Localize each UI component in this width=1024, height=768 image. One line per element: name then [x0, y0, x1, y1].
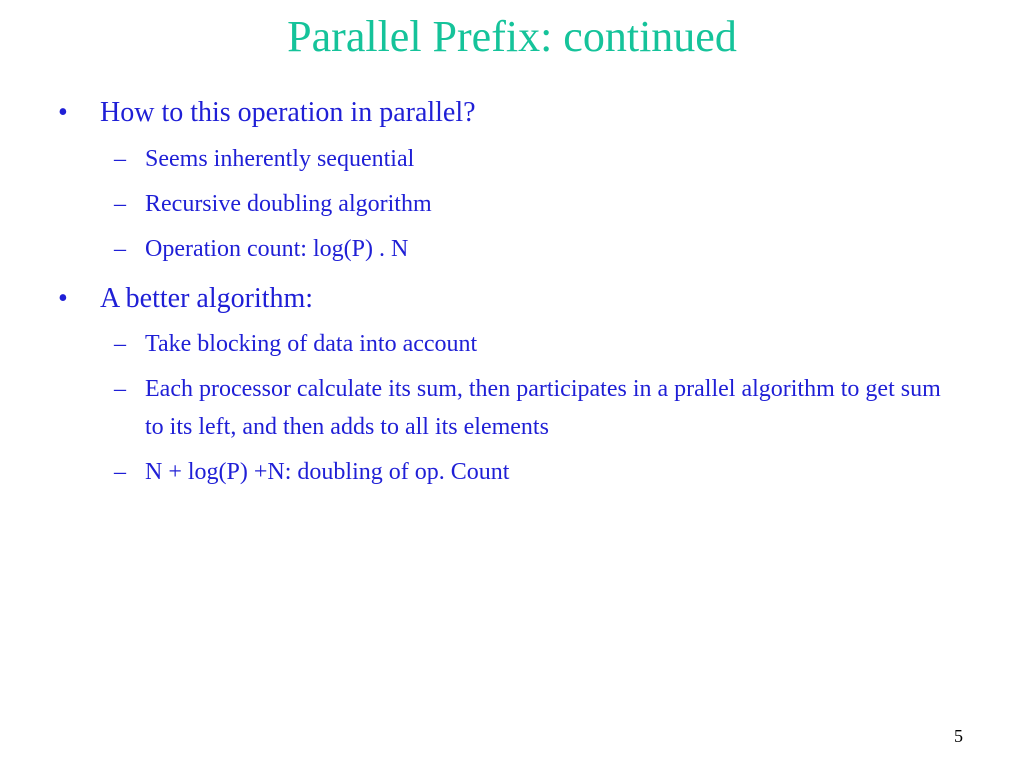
- sub-bullet-text: Seems inherently sequential: [145, 146, 415, 172]
- sub-bullet-text: Take blocking of data into account: [145, 331, 478, 357]
- sub-bullet-text: N + log(P) +N: doubling of op. Count: [145, 459, 510, 485]
- dash-icon: –: [114, 331, 126, 357]
- bullet-text: How to this operation in parallel?: [100, 97, 476, 128]
- dash-icon: –: [114, 376, 126, 402]
- slide-title: Parallel Prefix: continued: [287, 12, 737, 61]
- dash-icon: –: [114, 146, 126, 172]
- bullet-text: A better algorithm:: [100, 283, 314, 314]
- dash-icon: –: [114, 236, 126, 262]
- bullet-dot-icon: •: [58, 283, 68, 314]
- sub-bullet-text: Each processor calculate its sum, then participates in a prallel algorithm to get sum to its left, and then adds to all its elements: [145, 376, 941, 440]
- sub-bullet-text: Recursive doubling algorithm: [145, 191, 432, 217]
- bullet-dot-icon: •: [58, 97, 68, 128]
- dash-icon: –: [114, 459, 126, 485]
- sub-bullet-text: Operation count: log(P) . N: [145, 236, 409, 262]
- dash-icon: –: [114, 191, 126, 217]
- page-number: 5: [954, 726, 963, 746]
